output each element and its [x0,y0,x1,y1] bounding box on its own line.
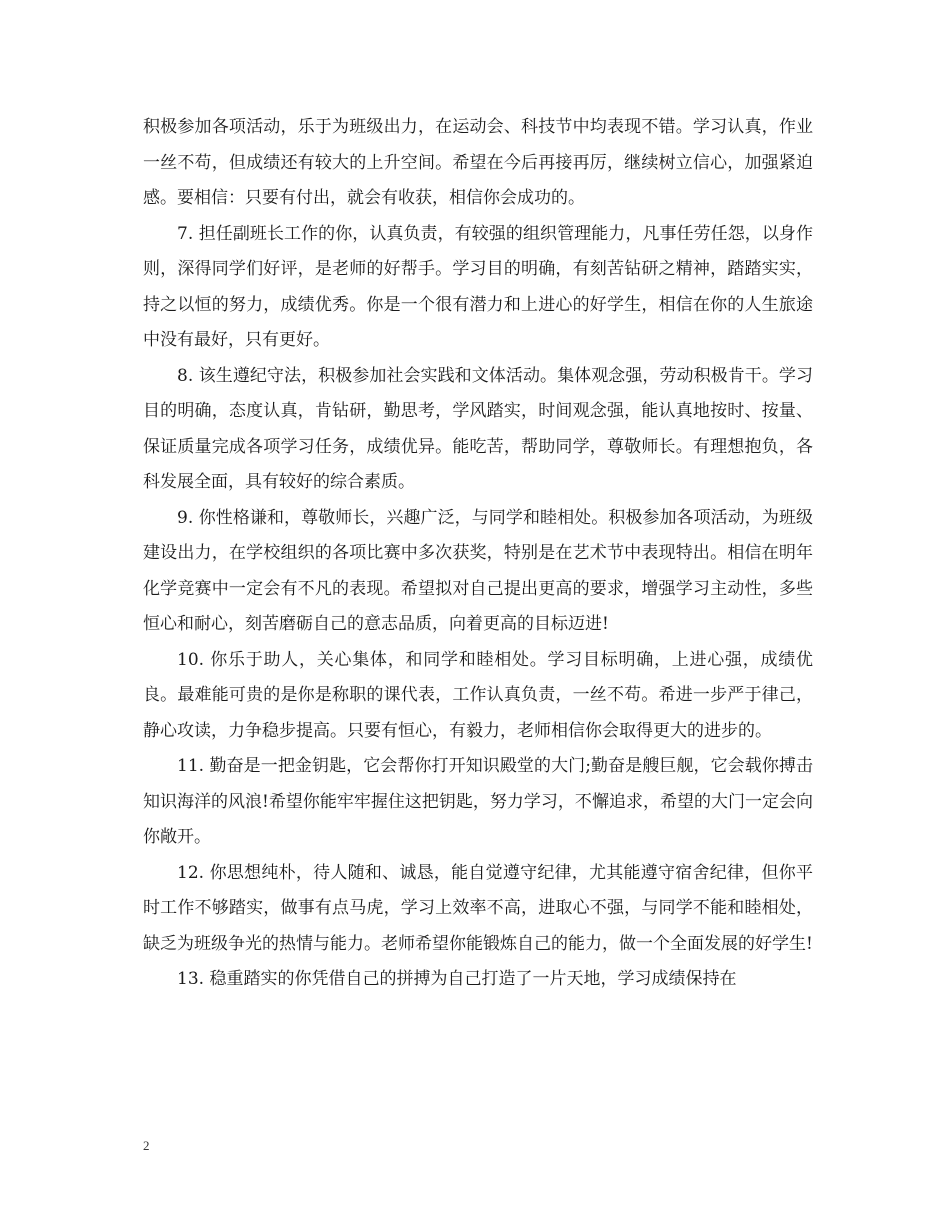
paragraph-item-7: 7. 担任副班长工作的你，认真负责，有较强的组织管理能力，凡事任劳任怨，以身作则，深得同学们好评，是老师的好帮手。学习目的明确，有刻苦钻研之精神，踏踏实实，持之以恒的努力，成绩优秀。你是一个很有潜力和上进心的好学生，相信在你的人生旅途中没有最好，只有更好。 [143,223,813,350]
paragraph-item-9: 9. 你性格谦和，尊敬师长，兴趣广泛，与同学和睦相处。积极参加各项活动，为班级建设出力，在学校组织的各项比赛中多次获奖，特别是在艺术节中表现特出。相信在明年化学竞赛中一定会有不凡的表现。希望拟对自己提出更高的要求，增强学习主动性，多些恒心和耐心，刻苦磨砺自己的意志品质，向着更高的目标迈进! [143,507,813,634]
paragraph-item-12: 12. 你思想纯朴，待人随和、诚恳，能自觉遵守纪律，尤其能遵守宿舍纪律，但你平时工作不够踏实，做事有点马虎，学习上效率不高，进取心不强，与同学不能和睦相处，缺乏为班级争光的热情与能力。老师希望你能锻炼自己的能力，做一个全面发展的好学生! [143,862,813,954]
page-number: 2 [143,1138,150,1153]
document-body [143,110,813,998]
paragraph-item-11: 11. 勤奋是一把金钥匙，它会帮你打开知识殿堂的大门;勤奋是艘巨舰，它会载你搏击知识海洋的风浪!希望你能牢牢握住这把钥匙，努力学习，不懈追求，希望的大门一定会向你敞开。 [143,756,813,847]
paragraph-continuation: 积极参加各项活动，乐于为班级出力，在运动会、科技节中均表现不错。学习认真，作业一丝不苟，但成绩还有较大的上升空间。希望在今后再接再厉，继续树立信心，加强紧迫感。要相信：只要有付出，就会有收获，相信你会成功的。 [143,117,813,208]
paragraph-item-13: 13. 稳重踏实的你凭借自己的拼搏为自己打造了一片天地，学习成绩保持在 [177,969,737,989]
paragraph-item-8: 8. 该生遵纪守法，积极参加社会实践和文体活动。集体观念强，劳动积极肯干。学习目的明确，态度认真，肯钻研，勤思考，学风踏实，时间观念强，能认真地按时、按量、保证质量完成各项学习任务，成绩优异。能吃苦，帮助同学，尊敬师长。有理想抱负，各科发展全面，具有较好的综合素质。 [143,365,813,492]
paragraph-item-10: 10. 你乐于助人，关心集体，和同学和睦相处。学习目标明确，上进心强，成绩优良。最难能可贵的是你是称职的课代表，工作认真负责，一丝不苟。希进一步严于律己，静心攻读，力争稳步提高。只要有恒心，有毅力，老师相信你会取得更大的进步的。 [143,649,813,741]
